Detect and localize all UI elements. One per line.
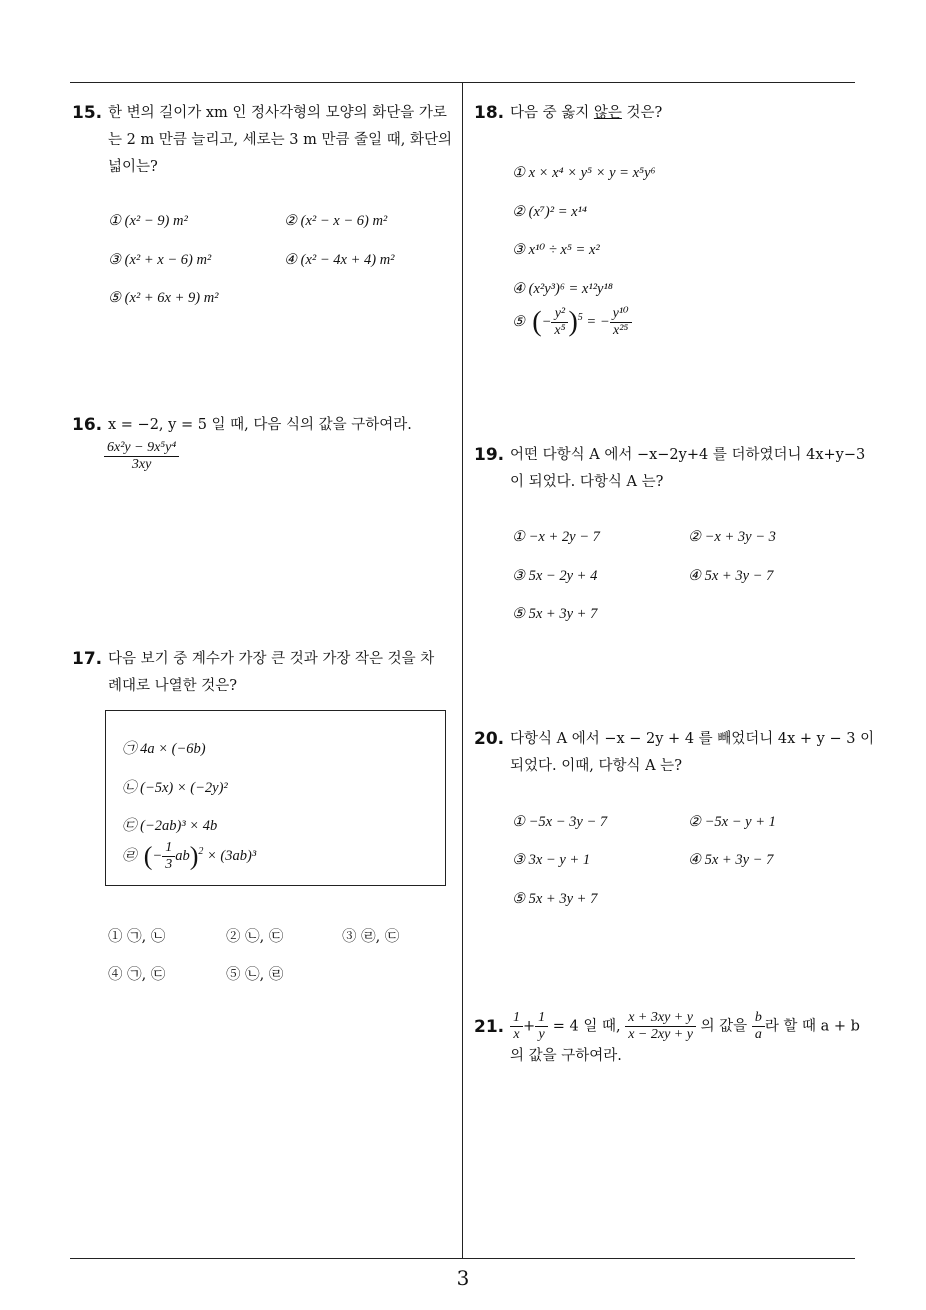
option-1[interactable]: ① x × x⁴ × y⁵ × y = x⁵y⁶ bbox=[512, 165, 656, 181]
question-20 bbox=[474, 726, 875, 780]
fraction-denominator: x⁵ bbox=[554, 323, 566, 338]
option-1[interactable]: ① ㉠, ㉡ bbox=[108, 929, 166, 945]
option-5[interactable]: ⑤ (− $\frac{\text{y²}}{\text{x⁵}}$ )$^5$ = − $\frac{\text{y¹⁰}}{\text{x²⁵}}$ bbox=[512, 306, 632, 339]
option-5[interactable]: ⑤ ㉡, ㉣ bbox=[226, 967, 284, 983]
option-2[interactable]: ② ㉡, ㉢ bbox=[226, 929, 284, 945]
option-4[interactable]: ④ (x²y³)⁶ = x¹²y¹⁸ bbox=[512, 281, 613, 297]
exponent: 5 bbox=[577, 312, 583, 323]
fraction-numerator: 1 bbox=[510, 1010, 523, 1027]
fraction-numerator: 1 bbox=[535, 1010, 548, 1027]
box-item-term: ab bbox=[175, 847, 190, 864]
question-16 bbox=[72, 412, 457, 439]
question-19 bbox=[474, 442, 864, 496]
option-1[interactable]: ① −x + 2y − 7 bbox=[512, 529, 600, 545]
question-number: 19. bbox=[474, 445, 505, 465]
question-text: = 4 일 때, bbox=[552, 1018, 621, 1035]
question-text: 의 값을 bbox=[700, 1018, 748, 1035]
box-item-2: ㉡ (−5x) × (−2y)² bbox=[122, 780, 228, 796]
question-text-line: 되었다. 이때, 다항식 A 는? bbox=[510, 758, 682, 774]
option-label: ⑤ bbox=[512, 313, 525, 330]
fraction-denominator: 3 bbox=[165, 857, 173, 872]
box-item-1: ㉠ 4a × (−6b) bbox=[122, 741, 206, 757]
box-item-3: ㉢ (−2ab)³ × 4b bbox=[122, 818, 218, 834]
expression-fraction bbox=[104, 440, 179, 473]
question-text-line: 한 변의 길이가 xm 인 정사각형의 모양의 화단을 가로 bbox=[108, 105, 447, 121]
option-3[interactable]: ③ x¹⁰ ÷ x⁵ = x² bbox=[512, 242, 600, 258]
question-21: 21. $\frac{1}{x}$ + $\frac{1}{y}$ = 4 일 때, $\frac{x + 3xy + y}{x - 2xy + y}$ 의 값을 $\frac{b}{a}$ 라 할 때 a + b 의 값을 구하여라. bbox=[474, 1010, 864, 1070]
option-4[interactable]: ④ 5x + 3y − 7 bbox=[688, 852, 774, 868]
option-5[interactable]: ⑤ 5x + 3y + 7 bbox=[512, 891, 598, 907]
fraction-denominator: x²⁵ bbox=[613, 323, 629, 338]
option-4[interactable]: ④ ㉠, ㉢ bbox=[108, 967, 166, 983]
option-1[interactable]: ① −5x − 3y − 7 bbox=[512, 814, 608, 830]
fraction-denominator: x bbox=[513, 1027, 520, 1042]
box-item-label: ㉣ bbox=[122, 847, 137, 864]
question-text: 다음 중 옳지 bbox=[510, 105, 594, 121]
question-text-line: 례대로 나열한 것은? bbox=[108, 678, 238, 694]
box-item-tail: × (3ab)³ bbox=[207, 847, 257, 864]
option-3[interactable]: ③ 3x − y + 1 bbox=[512, 852, 591, 868]
option-3[interactable]: ③ ㉣, ㉢ bbox=[342, 929, 400, 945]
question-text-line: 다항식 A 에서 −x − 2y + 4 를 빼었더니 4x + y − 3 이 bbox=[510, 731, 875, 747]
question-text-line: 넓이는? bbox=[108, 159, 158, 175]
question-text-line: 어떤 다항식 A 에서 −x−2y+4 를 더하였더니 4x+y−3 bbox=[510, 447, 866, 463]
fraction-numerator: y¹⁰ bbox=[610, 306, 632, 323]
bottom-rule bbox=[70, 1258, 855, 1259]
fraction-numerator: b bbox=[752, 1010, 765, 1027]
option-3[interactable]: ③ (x² + x − 6) m² bbox=[108, 252, 212, 268]
fraction-denominator: a bbox=[754, 1027, 762, 1042]
fraction-denominator: x − 2xy + y bbox=[628, 1027, 693, 1042]
column-divider bbox=[462, 83, 463, 1259]
question-text-line: 의 값을 구하여라. bbox=[510, 1048, 622, 1064]
question-number: 21. bbox=[474, 1017, 505, 1037]
question-text: 것은? bbox=[621, 105, 663, 121]
fraction-numerator: 1 bbox=[162, 840, 175, 857]
option-5[interactable]: ⑤ 5x + 3y + 7 bbox=[512, 606, 598, 622]
question-number: 16. bbox=[72, 415, 103, 435]
fraction-numerator: 6x²y − 9x⁵y⁴ bbox=[104, 440, 179, 457]
option-4[interactable]: ④ 5x + 3y − 7 bbox=[688, 568, 774, 584]
question-15 bbox=[72, 100, 457, 181]
fraction-denominator: y bbox=[538, 1027, 545, 1042]
fraction-numerator: y² bbox=[551, 306, 568, 323]
underlined-word: 않은 bbox=[593, 105, 622, 121]
fraction-numerator: x + 3xy + y bbox=[625, 1010, 696, 1027]
option-1[interactable]: ① (x² − 9) m² bbox=[108, 213, 188, 229]
option-2[interactable]: ② −x + 3y − 3 bbox=[688, 529, 776, 545]
question-text-line: 이 되었다. 다항식 A 는? bbox=[510, 474, 664, 490]
box-item-4: ㉣ (− $\frac{1}{3}$ ab)$^2$ × (3ab)³ bbox=[122, 840, 257, 872]
question-number: 17. bbox=[72, 649, 103, 669]
option-2[interactable]: ② (x⁷)² = x¹⁴ bbox=[512, 204, 587, 220]
option-3[interactable]: ③ 5x − 2y + 4 bbox=[512, 568, 598, 584]
question-number: 20. bbox=[474, 729, 505, 749]
question-17 bbox=[72, 646, 457, 700]
question-text-line: 는 2 m 만큼 늘리고, 세로는 3 m 만큼 줄일 때, 화단의 bbox=[108, 132, 452, 148]
page-number: 3 bbox=[456, 1266, 470, 1290]
question-number: 18. bbox=[474, 103, 505, 123]
option-2[interactable]: ② (x² − x − 6) m² bbox=[284, 213, 388, 229]
option-2[interactable]: ② −5x − y + 1 bbox=[688, 814, 776, 830]
question-number: 15. bbox=[72, 103, 103, 123]
question-text: x = −2, y = 5 일 때, 다음 식의 값을 구하여라. bbox=[108, 417, 412, 433]
question-18 bbox=[474, 100, 859, 127]
option-5[interactable]: ⑤ (x² + 6x + 9) m² bbox=[108, 290, 219, 306]
option-4[interactable]: ④ (x² − 4x + 4) m² bbox=[284, 252, 395, 268]
question-text-line: 다음 보기 중 계수가 가장 큰 것과 가장 작은 것을 차 bbox=[108, 651, 435, 667]
fraction-denominator: 3xy bbox=[131, 457, 152, 472]
question-text: 라 할 때 a + b bbox=[764, 1018, 860, 1035]
